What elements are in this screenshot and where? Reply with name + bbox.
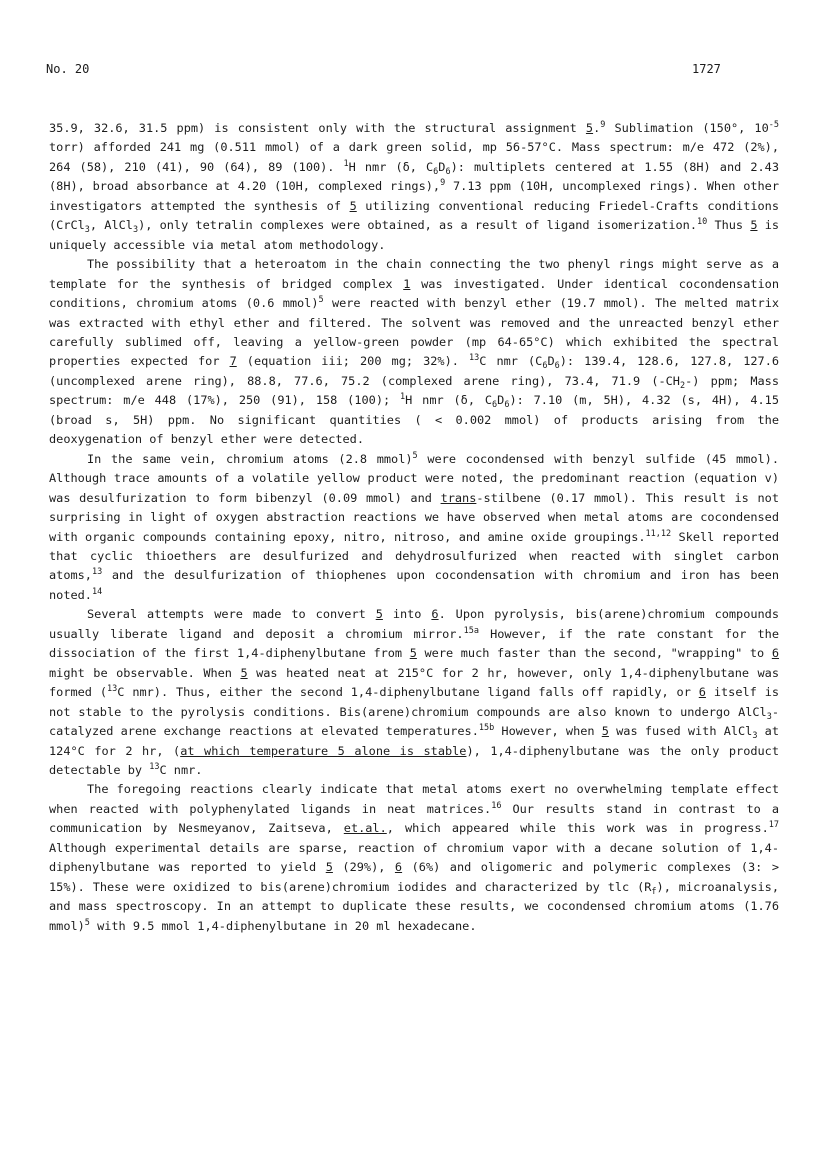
paragraph-5: The foregoing reactions clearly indicate that metal atoms exert no overwhelming template effect when reacted with polyphenylated ligands in neat matrices.$^{16}$ Our results stand in contrast to a communication by Nesmeyanov, Zaitseva, et.al., which appeared while this work was in progress.$^{17}$ Although experimental details are sparse, reaction of chromium vapor with a decane solution of 1,4-diphenylbutane was reported to yield 5 (29%), 6 (6%) and oligomeric and polymeric complexes (3: > 15%). These were oxidized to bis(arene)chromium iodides and characterized by tlc $(R_f)$, microanalysis, and mass spectroscopy. In an attempt to duplicate these results, we cocondensed chromium atoms (1.76 mmol)$^5$ with 9.5 mmol 1,4-diphenylbutane in 20 ml hexadecane. (49, 782, 779, 933)
journal-number: No. 20 (46, 62, 90, 76)
page-number: 1727 (692, 62, 721, 76)
paragraph-3: In the same vein, chromium atoms (2.8 mmol)$^5$ were cocondensed with benzyl sulfide (45 mmol). Although trace amounts of a volatile yellow product were noted, the predominant reaction (equation v) was desulfurization to form bibenzyl (0.09 mmol) and trans-stilbene (0.17 mmol). This result is not surprising in light of oxygen abstraction reactions we have observed when metal atoms are cocondensed with organic compounds containing epoxy, nitro, nitroso, and amine oxide groupings.$^{11,12}$ Skell reported that cyclic thioethers are desulfurized and dehydrosulfurized when reacted with singlet carbon atoms,$^{13}$ and the desulfurization of thiophenes upon cocondensation with chromium and iron has been noted.$^{14}$ (49, 450, 780, 602)
paragraph-4: Several attempts were made to convert 5 into 6. Upon pyrolysis, bis(arene)chromium compounds usually liberate ligand and deposit a chromium mirror.$^{15a}$ However, if the rate constant for the dissociation of the first 1,4-diphenylbutane from 5 were much faster than the second, "wrapping" to 6 might be observable. When 5 was heated neat at 215°C for 2 hr, however, only 1,4-diphenylbutane was formed ($^{13}$C nmr). Thus, either the second 1,4-diphenylbutane ligand falls off rapidly, or 6 itself is not stable to the pyrolysis conditions. Bis(arene)chromium compounds are also known to undergo AlCl$_3$-catalyzed arene exchange reactions at elevated temperatures.$^{15b}$ However, when 5 was fused with AlCl$_3$ at 124°C for 2 hr, (at which temperature 5 alone is stable), 1,4-diphenylbutane was the only product detectable by $^{13}$C nmr. (49, 607, 780, 777)
paragraph-1: 35.9, 32.6, 31.5 ppm) is consistent only with the structural assignment 5.$^9$ Sublimation (150°, $10^{-5}$ torr) afforded 241 mg (0.511 mmol) of a dark green solid, mp 56-57°C. Mass spectrum: m/e 472 (2%), 264 (58), 210 (41), 90 (64), 89 (100). $^1$H nmr (δ, $C_6D_6$): multiplets centered at 1.55 (8H) and 2.43 (8H), broad absorbance at 4.20 (10H, complexed rings),$^9$ 7.13 ppm (10H, uncomplexed rings). When other investigators attempted the synthesis of 5 utilizing conventional reducing Friedel-Crafts conditions (CrCl$_3$, AlCl$_3$), only tetralin complexes were obtained, as a result of ligand isomerization.$^{10}$ Thus 5 is uniquely accessible via metal atom methodology. (49, 120, 780, 252)
paragraph-2: The possibility that a heteroatom in the chain connecting the two phenyl rings might serve as a template for the synthesis of bridged complex 1 was investigated. Under identical cocondensation conditions, chromium atoms (0.6 mmol)$^5$ were reacted with benzyl ether (19.7 mmol). The melted matrix was extracted with ethyl ether and filtered. The solvent was removed and the unreacted benzyl ether carefully sublimed off, leaving a yellow-green powder (mp 64-65°C) which exhibited the spectral properties expected for 7 (equation iii; 200 mg; 32%). $^{13}$C nmr $(C_6D_6)$: 139.4, 128.6, 127.8, 127.6 (uncomplexed arene ring), 88.8, 77.6, 75.2 (complexed arene ring), 73.4, 71.9 $(-CH_2-)$ ppm; Mass spectrum: m/e 448 (17%), 250 (91), 158 (100); $^1$H nmr (δ, $C_6D_6$): 7.10 (m, 5H), 4.32 (s, 4H), 4.15 (broad s, 5H) ppm. No significant quantities ( < 0.002 mmol) of products arising from the deoxygenation of benzyl ether were detected. (49, 257, 780, 447)
article-body (49, 119, 779, 936)
